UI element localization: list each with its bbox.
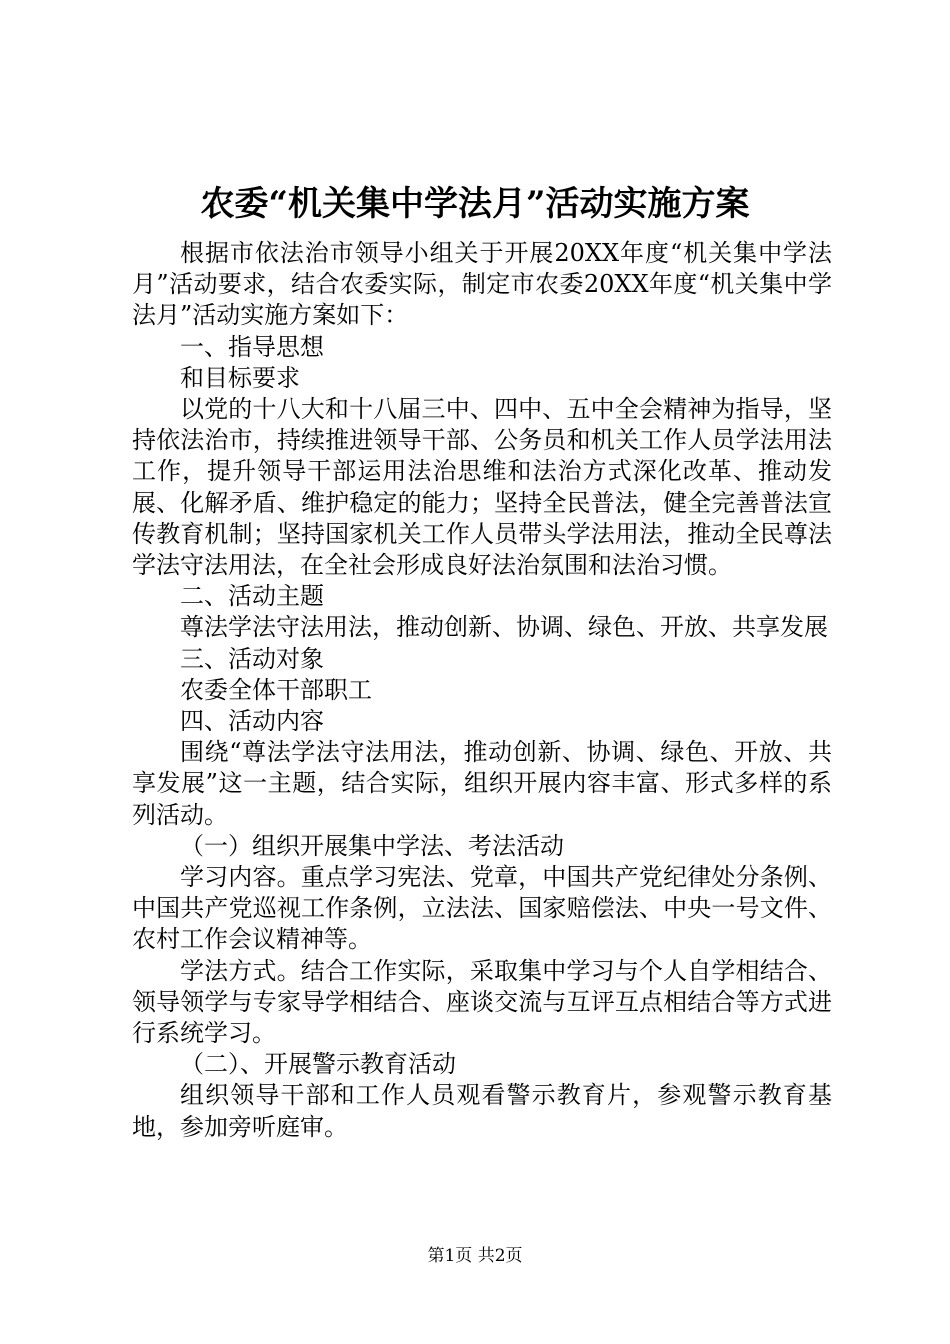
document-body [132, 238, 832, 1143]
study-content-paragraph: 学习内容。重点学习宪法、党章，中国共产党纪律处分条例、中国共产党巡视工作条例，立法法、国家赔偿法、中央一号文件、农村工作会议精神等。 [132, 863, 832, 954]
section-heading-guiding-thought: 一、指导思想 [180, 332, 324, 361]
guiding-thought-paragraph: 以党的十八大和十八届三中、四中、五中全会精神为指导，坚持依法治市，持续推进领导干部、公务员和机关工作人员学法用法工作，提升领导干部运用法治思维和法治方式深化改革、推动发展、化解矛盾、维护稳定的能力；坚持全民普法，健全完善普法宣传教育机制；坚持国家机关工作人员带头学法用法，推动全民尊法学法守法用法，在全社会形成良好法治氛围和法治习惯。 [132, 395, 832, 580]
content-paragraph: 围绕“尊法学法守法用法，推动创新、协调、绿色、开放、共享发展”这一主题，结合实际，组织开展内容丰富、形式多样的系列活动。 [132, 738, 832, 829]
subsection-heading-warning: （二）、开展警示教育活动 [180, 1050, 456, 1079]
page-footer: 第1页 共2页 [427, 1246, 523, 1266]
subsection-heading-study: （一）组织开展集中学法、考法活动 [180, 831, 564, 860]
section-heading-goals: 和目标要求 [180, 363, 300, 392]
warning-education-paragraph: 组织领导干部和工作人员观看警示教育片，参观警示教育基地，参加旁听庭审。 [132, 1081, 832, 1141]
section-heading-participants: 三、活动对象 [180, 644, 324, 673]
theme-paragraph: 尊法学法守法用法，推动创新、协调、绿色、开放、共享发展 [180, 613, 828, 642]
intro-paragraph: 根据市依法治市领导小组关于开展20XX年度“机关集中学法月”活动要求，结合农委实际，制定市农委20XX年度“机关集中学法月”活动实施方案如下： [132, 239, 832, 330]
section-heading-theme: 二、活动主题 [180, 582, 324, 611]
document-title: 农委“机关集中学法月”活动实施方案 [200, 184, 750, 224]
study-method-paragraph: 学法方式。结合工作实际，采取集中学习与个人自学相结合、领导领学与专家导学相结合、座谈交流与互评互点相结合等方式进行系统学习。 [132, 956, 832, 1048]
section-heading-content: 四、活动内容 [180, 707, 324, 736]
participants-paragraph: 农委全体干部职工 [180, 675, 372, 704]
